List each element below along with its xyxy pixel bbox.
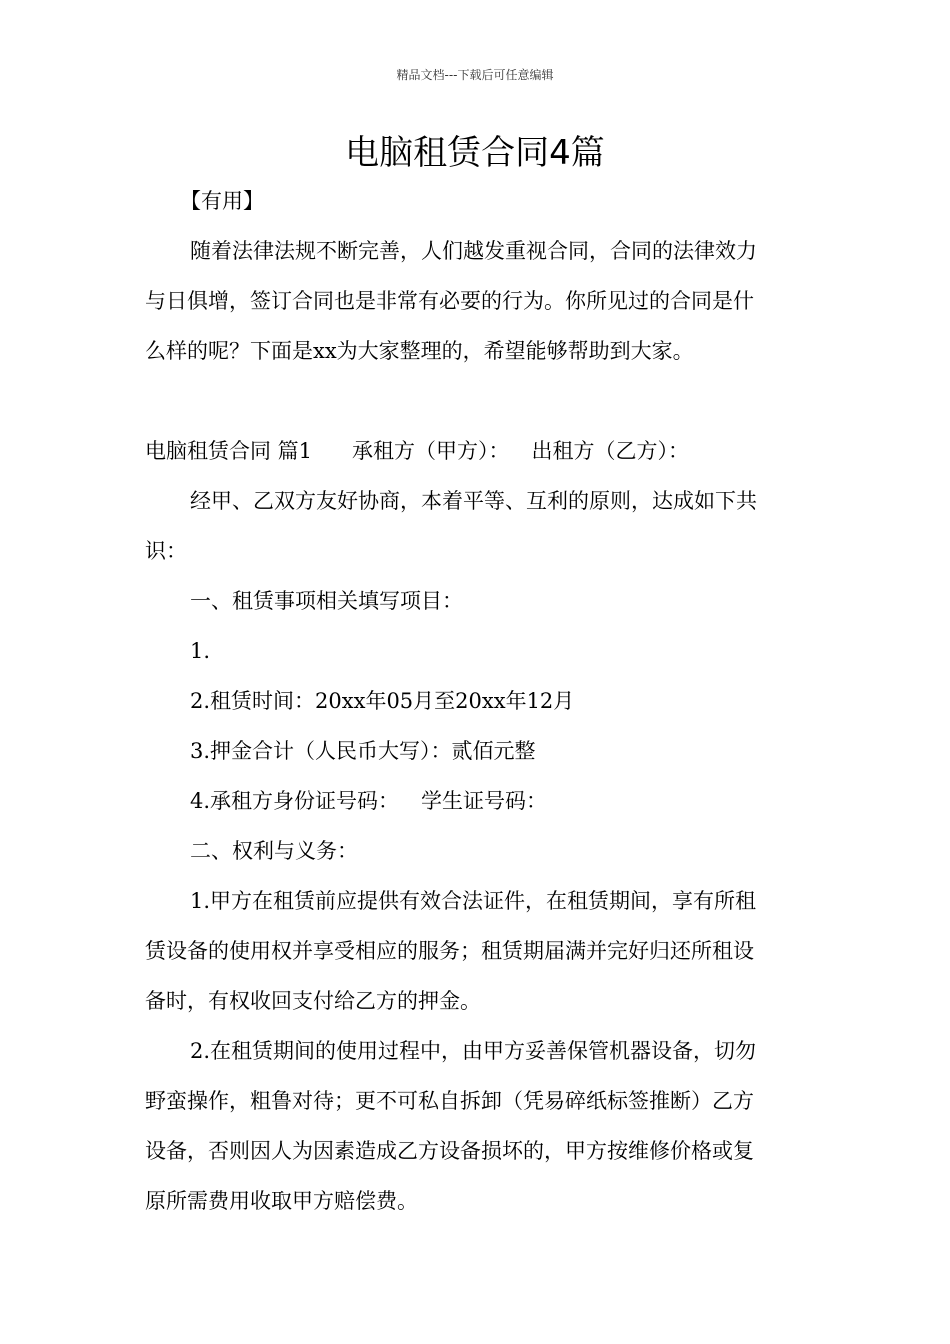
page-header: 精品文档---下载后可任意编辑 [396, 68, 554, 82]
intro-line-1: 随着法律法规不断完善，人们越发重视合同，合同的法律效力 [190, 239, 757, 263]
clause-1-line-3: 备时，有权收回支付给乙方的押金。 [145, 989, 481, 1013]
clause-2-line-4: 原所需费用收取甲方赔偿费。 [145, 1189, 418, 1213]
intro-line-2: 与日俱增，签订合同也是非常有必要的行为。你所见过的合同是什 [145, 289, 754, 313]
party-b-label: 出租方（乙方）： [531, 439, 690, 463]
item-2-rental-period: 2.租赁时间：20xx年05月至20xx年12月 [190, 689, 575, 713]
clause-2-line-3: 设备，否则因人为因素造成乙方设备损坏的，甲方按维修价格或复 [145, 1139, 754, 1163]
item-3-deposit: 3.押金合计（人民币大写）：贰佰元整 [190, 739, 536, 763]
clause-1-line-2: 赁设备的使用权并享受相应的服务；租赁期届满并完好归还所租设 [145, 939, 754, 963]
rights-heading: 二、权利与义务： [190, 839, 358, 863]
section-1-heading: 电脑租赁合同 篇1 [145, 439, 313, 463]
items-heading: 一、租赁事项相关填写项目： [190, 589, 463, 613]
consensus-line-1: 经甲、乙双方友好协商，本着平等、互利的原则，达成如下共 [190, 489, 757, 513]
consensus-line-2: 识： [145, 539, 187, 563]
clause-2-line-2: 野蛮操作，粗鲁对待；更不可私自拆卸（凭易碎纸标签推断）乙方 [145, 1089, 754, 1113]
clause-2-line-1: 2.在租赁期间的使用过程中，由甲方妥善保管机器设备，切勿 [190, 1039, 757, 1063]
section-1-heading-row [145, 436, 689, 466]
clause-1-line-1: 1.甲方在租赁前应提供有效合法证件，在租赁期间，享有所租 [190, 889, 757, 913]
party-a-label: 承租方（甲方）： [352, 439, 510, 463]
document-title: 电脑租赁合同4篇 [345, 133, 605, 173]
item-4-id-row [190, 786, 547, 816]
item-1: 1. [190, 639, 211, 663]
student-id-label: 学生证号码： [421, 789, 548, 813]
tag-label: 【有用】 [180, 189, 264, 213]
intro-line-3: 么样的呢？下面是xx为大家整理的，希望能够帮助到大家。 [145, 339, 694, 363]
id-number-label: 4.承租方身份证号码： [190, 789, 400, 813]
